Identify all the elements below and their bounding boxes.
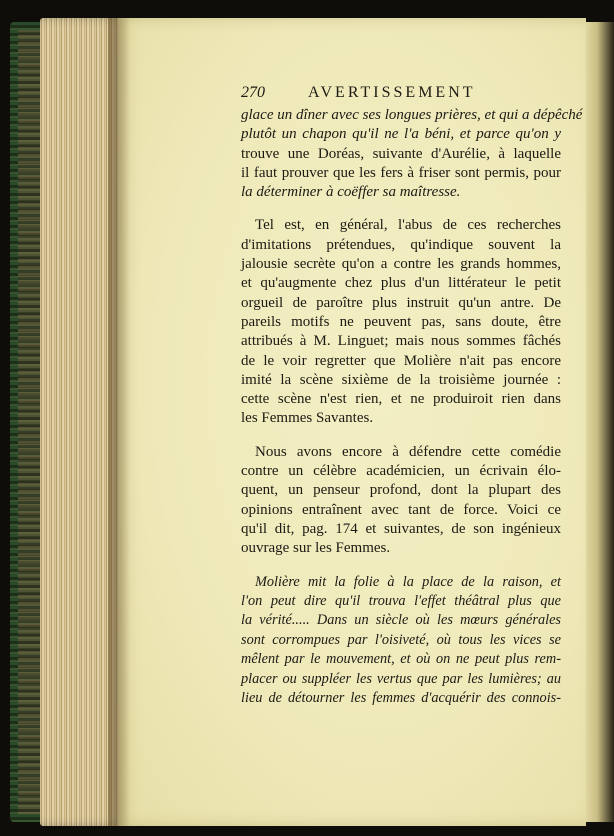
text-line: quent, un penseur profond, dont la plupart des	[241, 482, 561, 499]
quotation	[241, 573, 561, 709]
text-line: glace un dîner avec ses longues prières, et qui a dépêché	[241, 107, 583, 123]
paragraph-3	[241, 443, 561, 559]
text-line: opinions entraînent avec tant de force. Voici ce	[241, 501, 561, 518]
text-line: la vérité..... Dans un siècle où les mœurs générales	[241, 612, 561, 629]
gutter-shadow	[108, 18, 130, 826]
text-line: plutôt un chapon qu'il ne l'a béni, et parce qu'on y	[241, 126, 561, 143]
text-line: attribués à M. Linguet; mais nous sommes fâchés	[241, 333, 561, 350]
text-line: sont corrompues par l'oisiveté, où tous les vices se	[241, 631, 561, 648]
text-line: de le voir regretter que Molière n'ait pas encore	[241, 352, 561, 369]
text-line: lieu de détourner les femmes d'acquérir des connois-	[241, 689, 561, 706]
text-line: Molière mit la folie à la place de la raison, et	[255, 573, 561, 590]
facing-page-edge	[586, 22, 614, 822]
text-line: placer ou suppléer les vertus que par les lumières; au	[241, 670, 561, 687]
text-line: jalousie secrète qu'on a contre les grands hommes,	[241, 256, 561, 273]
page-number: 270	[241, 84, 265, 101]
text-line: et qu'augmente chez plus d'un littérateur le petit	[241, 275, 561, 292]
text-line: la déterminer à coëffer sa maîtresse.	[241, 184, 461, 201]
text-line: Nous avons encore à défendre cette comédie	[255, 443, 561, 460]
text-line: mêlent par le mouvement, et où on ne peut plus rem-	[241, 651, 561, 668]
text-line: Tel est, en général, l'abus de ces recherches	[255, 217, 561, 234]
running-title: AVERTISSEMENT	[308, 84, 476, 101]
text-line: ouvrage sur les Femmes.	[241, 540, 391, 557]
text-line: pareils motifs ne peuvent pas, sans doute, être	[241, 313, 561, 330]
cover-binding-texture	[18, 30, 40, 814]
paragraph-1	[241, 106, 583, 202]
page-text	[241, 84, 583, 708]
text-line: qu'il dit, pag. 174 et suivantes, de son ingénieux	[241, 520, 561, 537]
text-line: les Femmes Savantes.	[241, 410, 374, 427]
page-header	[241, 84, 561, 106]
text-line: orgueil de paroître plus instruit qu'un antre. De	[241, 294, 561, 311]
text-line: d'imitations prétendues, qu'indique souvent la	[241, 236, 561, 253]
text-line: trouve une Doréas, suivante d'Aurélie, à laquelle	[241, 145, 561, 162]
text-line: cette scène n'est rien, et ne produiroit rien dans	[241, 391, 561, 408]
text-line: contre un célèbre académicien, un écrivain élo-	[241, 463, 561, 480]
text-line: imité la scène sixième de la troisième journée :	[241, 371, 561, 388]
text-line: il faut prouver que les fers à friser sont permis, pour	[241, 164, 561, 181]
text-line: l'on peut dire qu'il trouva l'effet théâtral plus que	[241, 592, 561, 609]
paragraph-2	[241, 216, 561, 428]
